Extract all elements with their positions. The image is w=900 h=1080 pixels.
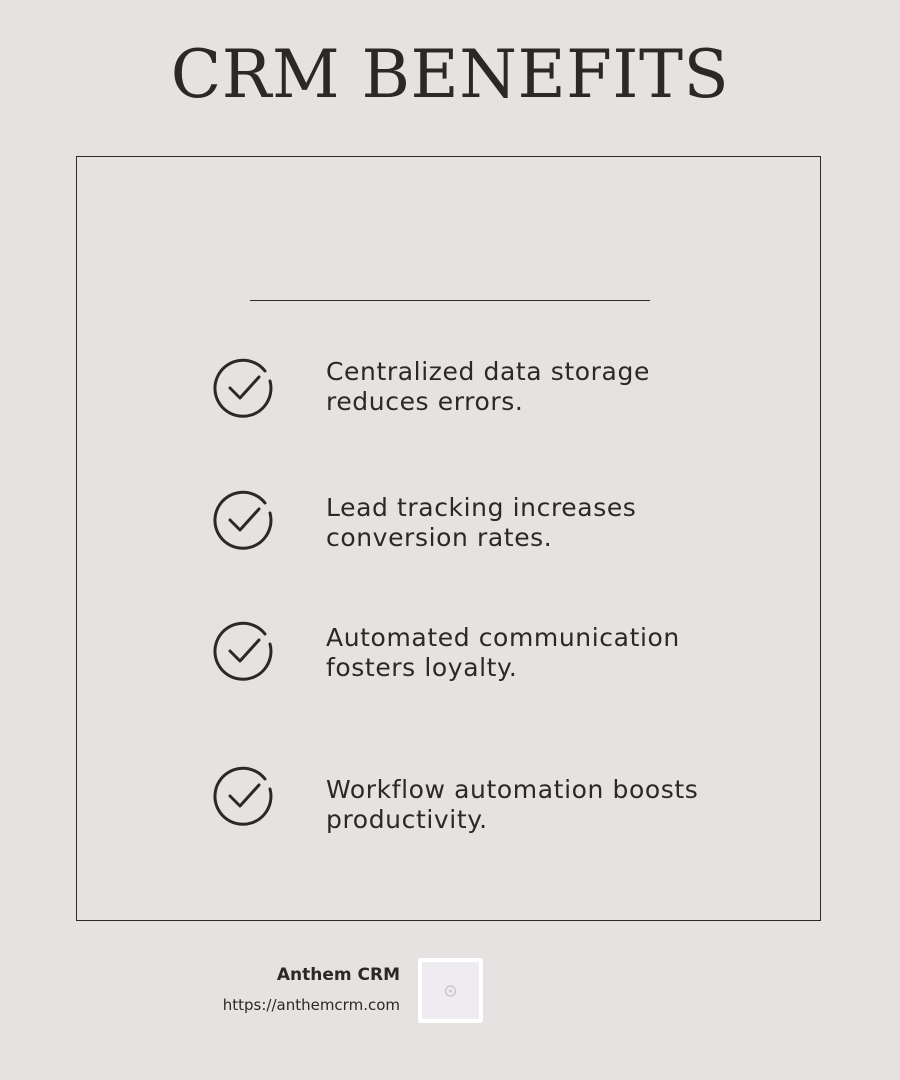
- benefit-text-line-2: conversion rates.: [326, 523, 553, 552]
- check-circle-icon: [213, 357, 275, 419]
- benefit-text-line-2: fosters loyalty.: [326, 653, 518, 682]
- divider-line: [250, 300, 650, 301]
- benefit-item-3: [213, 620, 773, 682]
- footer-url-link[interactable]: https://anthemcrm.com: [222, 996, 400, 1014]
- brand-logo-icon: [418, 958, 483, 1023]
- benefit-item-4: [213, 765, 773, 834]
- check-circle-icon: [213, 620, 275, 682]
- footer-brand-name: Anthem CRM: [276, 965, 400, 985]
- check-circle-icon: [213, 765, 275, 827]
- brand-logo-mark: [422, 962, 479, 1019]
- benefit-text-line-1: Centralized data storage: [326, 357, 650, 386]
- benefit-text-line-2: reduces errors.: [326, 387, 524, 416]
- benefit-text: [326, 775, 766, 835]
- benefit-item-1: [213, 357, 773, 419]
- check-circle-icon: [213, 489, 275, 551]
- benefit-text: [326, 623, 766, 683]
- benefit-item-2: [213, 489, 773, 551]
- benefit-text-line-1: Automated communication: [326, 623, 680, 652]
- benefit-text-line-1: Lead tracking increases: [326, 493, 637, 522]
- page-title: CRM BENEFITS: [170, 36, 730, 113]
- benefit-text: [326, 493, 766, 553]
- benefit-text-line-2: productivity.: [326, 805, 488, 834]
- benefit-text-line-1: Workflow automation boosts: [326, 775, 699, 804]
- benefit-text: [326, 357, 766, 417]
